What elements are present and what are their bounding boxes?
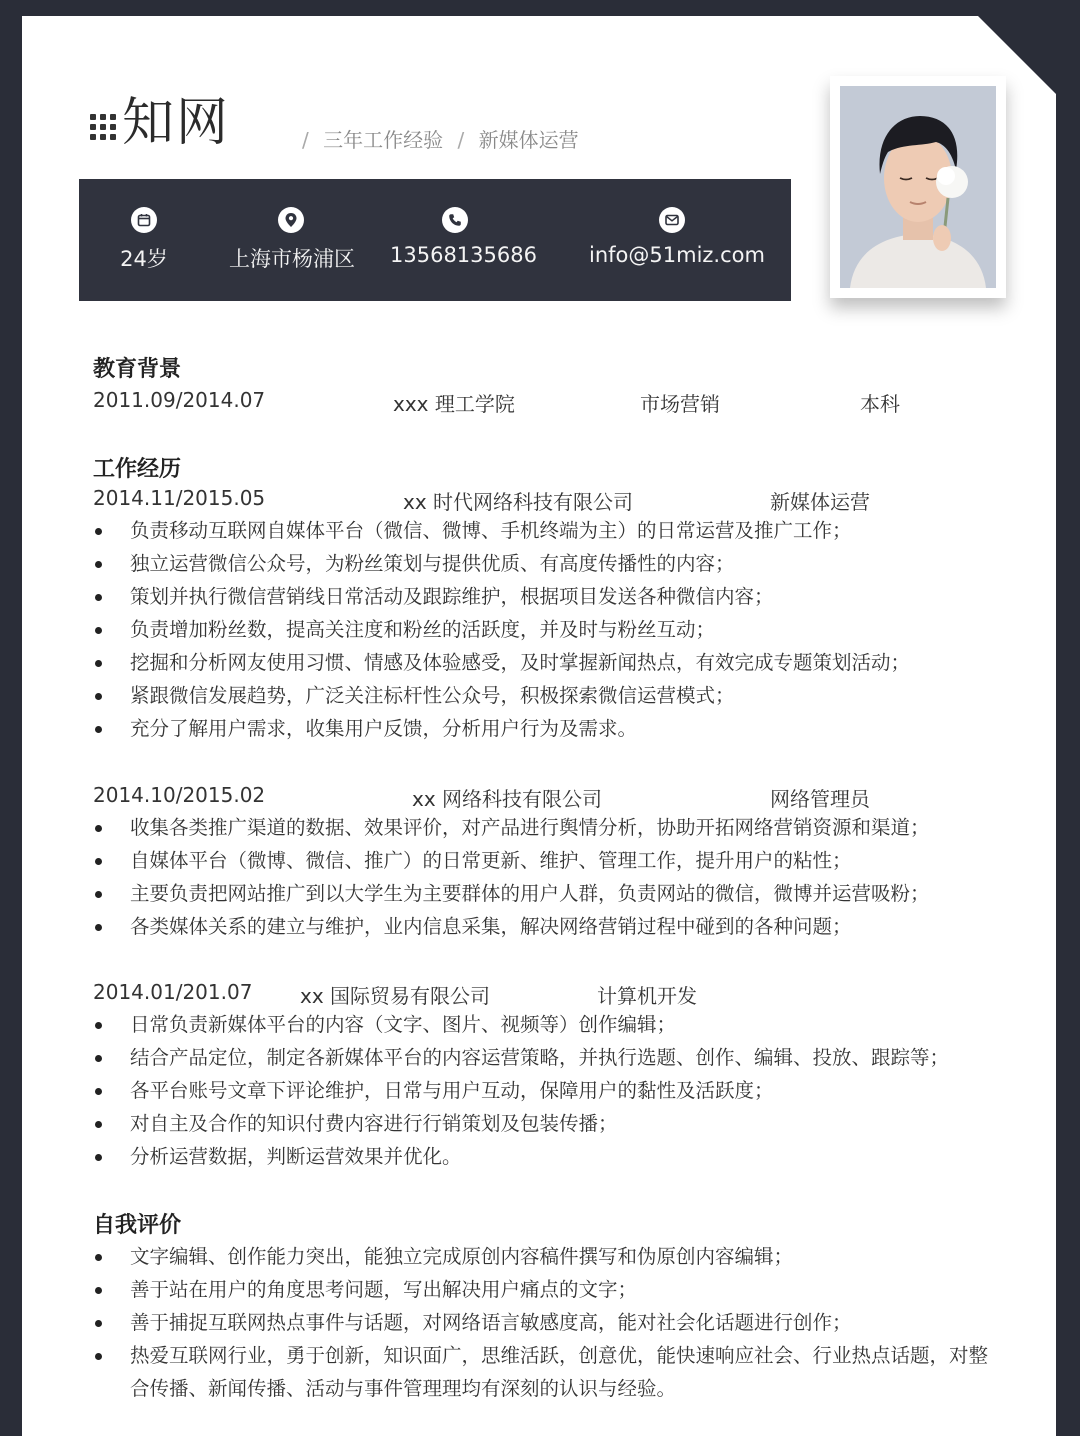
- job-role: 网络管理员: [770, 787, 870, 811]
- photo-frame: [830, 76, 1006, 298]
- resume-name: [90, 92, 230, 154]
- phone-icon: [442, 207, 468, 233]
- duty-item: 分析运营数据，判断运营效果并优化。: [93, 1140, 949, 1173]
- duty-item: 对自主及合作的知识付费内容进行行销策划及包装传播；: [93, 1107, 949, 1140]
- job-company: xx 网络科技有限公司: [412, 787, 603, 811]
- education-major: 市场营销: [640, 392, 720, 416]
- profile-photo: [840, 86, 996, 288]
- self-evaluation-title: 自我评价: [93, 1213, 182, 1238]
- evaluation-item: 文字编辑、创作能力突出，能独立完成原创内容稿件撰写和伪原创内容编辑；: [93, 1240, 990, 1273]
- location-text: 上海市杨浦区: [229, 247, 355, 271]
- tag-position: 新媒体运营: [478, 128, 579, 152]
- duty-item: 策划并执行微信营销线日常活动及跟踪维护，根据项目发送各种微信内容；: [93, 580, 910, 613]
- duty-item: 结合产品定位，制定各新媒体平台的内容运营策略，并执行选题、创作、编辑、投放、跟踪等；: [93, 1041, 949, 1074]
- duty-item: 独立运营微信公众号，为粉丝策划与提供优质、有高度传播性的内容；: [93, 547, 910, 580]
- job-company: xx 时代网络科技有限公司: [403, 490, 634, 514]
- duty-item: 各类媒体关系的建立与维护，业内信息采集，解决网络营销过程中碰到的各种问题；: [93, 910, 930, 943]
- email-item: [589, 207, 765, 267]
- duty-item: 日常负责新媒体平台的内容（文字、图片、视频等）创作编辑；: [93, 1008, 949, 1041]
- duty-item: 紧跟微信发展趋势，广泛关注标杆性公众号，积极探索微信运营模式；: [93, 679, 910, 712]
- logo-dots: [90, 114, 116, 140]
- duty-item: 挖掘和分析网友使用习惯、情感及体验感受，及时掌握新闻热点，有效完成专题策划活动；: [93, 646, 910, 679]
- job-company: xx 国际贸易有限公司: [300, 984, 491, 1008]
- education-period: 2011.09/2014.07: [93, 388, 266, 412]
- duty-item: 充分了解用户需求，收集用户反馈，分析用户行为及需求。: [93, 712, 910, 745]
- evaluation-item: 热爱互联网行业，勇于创新，知识面广，思维活跃，创意优，能快速响应社会、行业热点话题，对整合传播、新闻传播、活动与事件管理理均有深刻的认识与经验。: [93, 1339, 990, 1405]
- duty-item: 负责移动互联网自媒体平台（微信、微博、手机终端为主）的日常运营及推广工作；: [93, 514, 910, 547]
- job-period: 2014.10/2015.02: [93, 783, 266, 807]
- evaluation-item: 善于捕捉互联网热点事件与话题，对网络语言敏感度高，能对社会化话题进行创作；: [93, 1306, 990, 1339]
- job-duties: [93, 1008, 949, 1173]
- job-duties: [93, 811, 930, 943]
- job-duties: [93, 514, 910, 745]
- mail-icon: [659, 207, 685, 233]
- duty-item: 负责增加粉丝数，提高关注度和粉丝的活跃度，并及时与粉丝互动；: [93, 613, 910, 646]
- job-role: 新媒体运营: [770, 490, 870, 514]
- job-period: 2014.01/201.07: [93, 980, 253, 1004]
- age-text: 24岁: [120, 247, 168, 271]
- phone-text: 13568135686: [390, 243, 537, 267]
- evaluation-item: 善于站在用户的角度思考问题，写出解决用户痛点的文字；: [93, 1273, 990, 1306]
- location-pin-icon: [278, 207, 304, 233]
- calendar-icon: [131, 207, 157, 233]
- location-item: [229, 207, 353, 273]
- phone-item: [390, 207, 537, 267]
- contact-bar: [79, 179, 791, 301]
- job-role: 计算机开发: [597, 984, 697, 1008]
- education-school: xxx 理工学院: [393, 392, 515, 416]
- duty-item: 主要负责把网站推广到以大学生为主要群体的用户人群，负责网站的微信，微博并运营吸粉；: [93, 877, 930, 910]
- tagline: / 三年工作经验 / 新媒体运营: [302, 128, 579, 152]
- self-evaluation-list: [93, 1240, 990, 1405]
- tag-experience: 三年工作经验: [323, 128, 444, 152]
- education-degree: 本科: [860, 392, 900, 416]
- education-title: 教育背景: [93, 357, 182, 382]
- duty-item: 自媒体平台（微博、微信、推广）的日常更新、维护、管理工作，提升用户的粘性；: [93, 844, 930, 877]
- duty-item: 收集各类推广渠道的数据、效果评价，对产品进行舆情分析，协助开拓网络营销资源和渠道；: [93, 811, 930, 844]
- name-text: 知网: [122, 93, 231, 153]
- email-text: info@51miz.com: [589, 243, 765, 267]
- job-period: 2014.11/2015.05: [93, 486, 266, 510]
- work-title: 工作经历: [93, 457, 182, 482]
- age-item: [115, 207, 173, 273]
- duty-item: 各平台账号文章下评论维护，日常与用户互动，保障用户的黏性及活跃度；: [93, 1074, 949, 1107]
